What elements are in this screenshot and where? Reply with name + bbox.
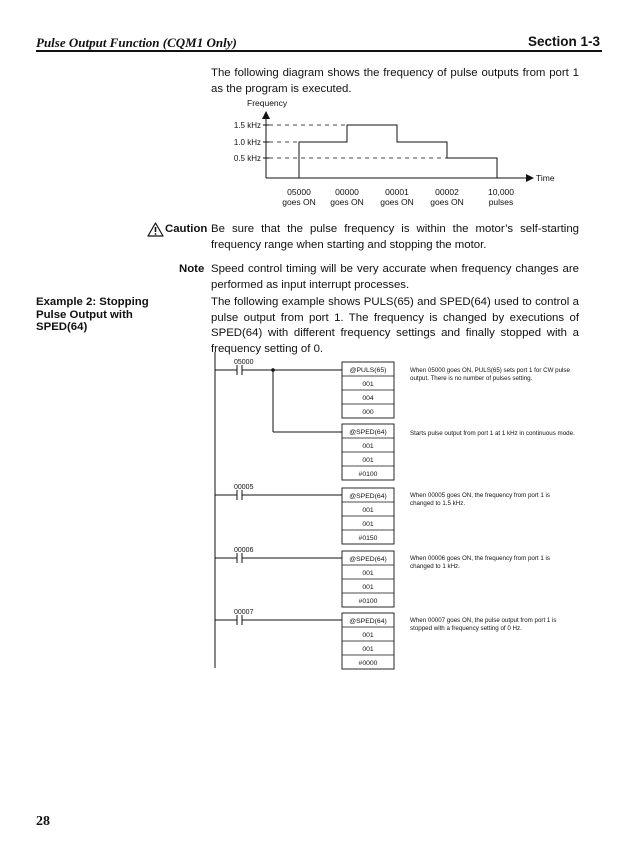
event-pulse-count: 10,000 [488,187,514,197]
comment-puls-line-1: When 05000 goes ON, PULS(65) sets port 1 for CW pulse [410,367,570,374]
mnemonic-sped-4: @SPED(64) [349,618,387,625]
section-number: Section 1-3 [527,34,600,49]
instruction-block-puls [342,362,394,418]
example-2-paragraph: The following example shows PULS(65) and SPED(64) used to control a pulse output from port 1. The frequency is changed by executions of SPED(64) with different frequency settings and finally stopped with a frequency setting of 0. [211,296,579,355]
freq-axis-label: Frequency [247,98,288,108]
contact-label-00005: 00005 [234,484,254,491]
event-state-00000: goes ON [330,197,364,207]
operand-sped-4-1: 001 [362,632,374,639]
instruction-block-sped-2 [342,488,394,544]
y-tick-label-0-5khz: 0.5 kHz [233,154,261,163]
operand-sped-1-1: 001 [362,443,374,450]
ladder-diagram [205,350,595,675]
header-rule [36,50,602,52]
caution-label: Caution [165,223,208,235]
mnemonic-puls: @PULS(65) [349,367,387,374]
event-pulse-unit: pulses [488,197,514,207]
comment-sped-2-line-1: When 00005 goes ON, the frequency from port 1 is [410,492,550,499]
contact-label-05000: 05000 [234,359,254,366]
operand-sped-2-1: 001 [362,507,374,514]
example-2-heading-line-2: Pulse Output with [36,308,133,321]
operand-sped-3-2: 001 [362,584,374,591]
no-contact-00005 [237,490,242,500]
no-contact-05000 [237,365,242,375]
example-2-heading-line-3: SPED(64) [36,321,88,333]
no-contact-00007 [237,615,242,625]
operand-puls-1: 001 [362,381,374,388]
frequency-profile [299,125,497,178]
comment-sped-3-line-1: When 00006 goes ON, the frequency from port 1 is [410,555,550,562]
example-2-heading [36,296,206,334]
operand-sped-1-2: 001 [362,457,374,464]
operand-sped-4-2: 001 [362,646,374,653]
comment-sped-2-line-2: changed to 1.5 kHz. [410,500,466,507]
mnemonic-sped-2: @SPED(64) [349,493,387,500]
operand-sped-3-3: #0100 [358,598,378,605]
caution-icon [147,222,164,237]
operand-puls-3: 000 [362,409,374,416]
frequency-timing-diagram [225,96,565,210]
operand-sped-1-3: #0100 [358,471,378,478]
page-number: 28 [36,814,50,829]
y-tick-label-1-5khz: 1.5 kHz [233,121,261,130]
operand-sped-4-3: #0000 [358,660,378,667]
event-bit-05000: 05000 [287,187,311,197]
operand-sped-2-3: #0150 [358,535,378,542]
comment-sped-4-line-1: When 00007 goes ON, the pulse output from port 1 is [410,617,557,624]
comment-sped-1-line-1: Starts pulse output from port 1 at 1 kHz in continuous mode. [410,430,575,437]
instruction-block-sped-1 [342,424,394,480]
operand-sped-2-2: 001 [362,521,374,528]
note-label: Note [179,263,205,275]
comment-puls-line-2: output. There is no number of pulses setting. [410,375,533,382]
example-2-heading-line-1: Example 2: Stopping [36,296,149,308]
mnemonic-sped-3: @SPED(64) [349,556,387,563]
comment-sped-3-line-2: changed to 1 kHz. [410,563,460,570]
event-bit-00000: 00000 [335,187,359,197]
note-text: Speed control timing will be very accurate when frequency changes are performed as input interrupt processes. [211,263,579,291]
instruction-block-sped-3 [342,551,394,607]
time-axis-label: Time [536,173,555,183]
mnemonic-sped-1: @SPED(64) [349,429,387,436]
contact-label-00007: 00007 [234,609,254,616]
comment-sped-4-line-2: stopped with a frequency setting of 0 Hz. [410,625,522,632]
event-state-05000: goes ON [282,197,316,207]
event-bit-00001: 00001 [385,187,409,197]
event-bit-00002: 00002 [435,187,459,197]
operand-puls-2: 004 [362,395,374,402]
intro-paragraph: The following diagram shows the frequency of pulse outputs from port 1 as the program is executed. [211,67,579,95]
operand-sped-3-1: 001 [362,570,374,577]
event-state-00001: goes ON [380,197,414,207]
running-header-title: Pulse Output Function (CQM1 Only) [36,35,237,50]
y-tick-label-1-0khz: 1.0 kHz [233,138,261,147]
event-state-00002: goes ON [430,197,464,207]
no-contact-00006 [237,553,242,563]
instruction-block-sped-4 [342,613,394,669]
caution-text: Be sure that the pulse frequency is within the motor’s self-starting frequency range when starting and stopping the motor. [211,223,579,251]
contact-label-00006: 00006 [234,547,254,554]
